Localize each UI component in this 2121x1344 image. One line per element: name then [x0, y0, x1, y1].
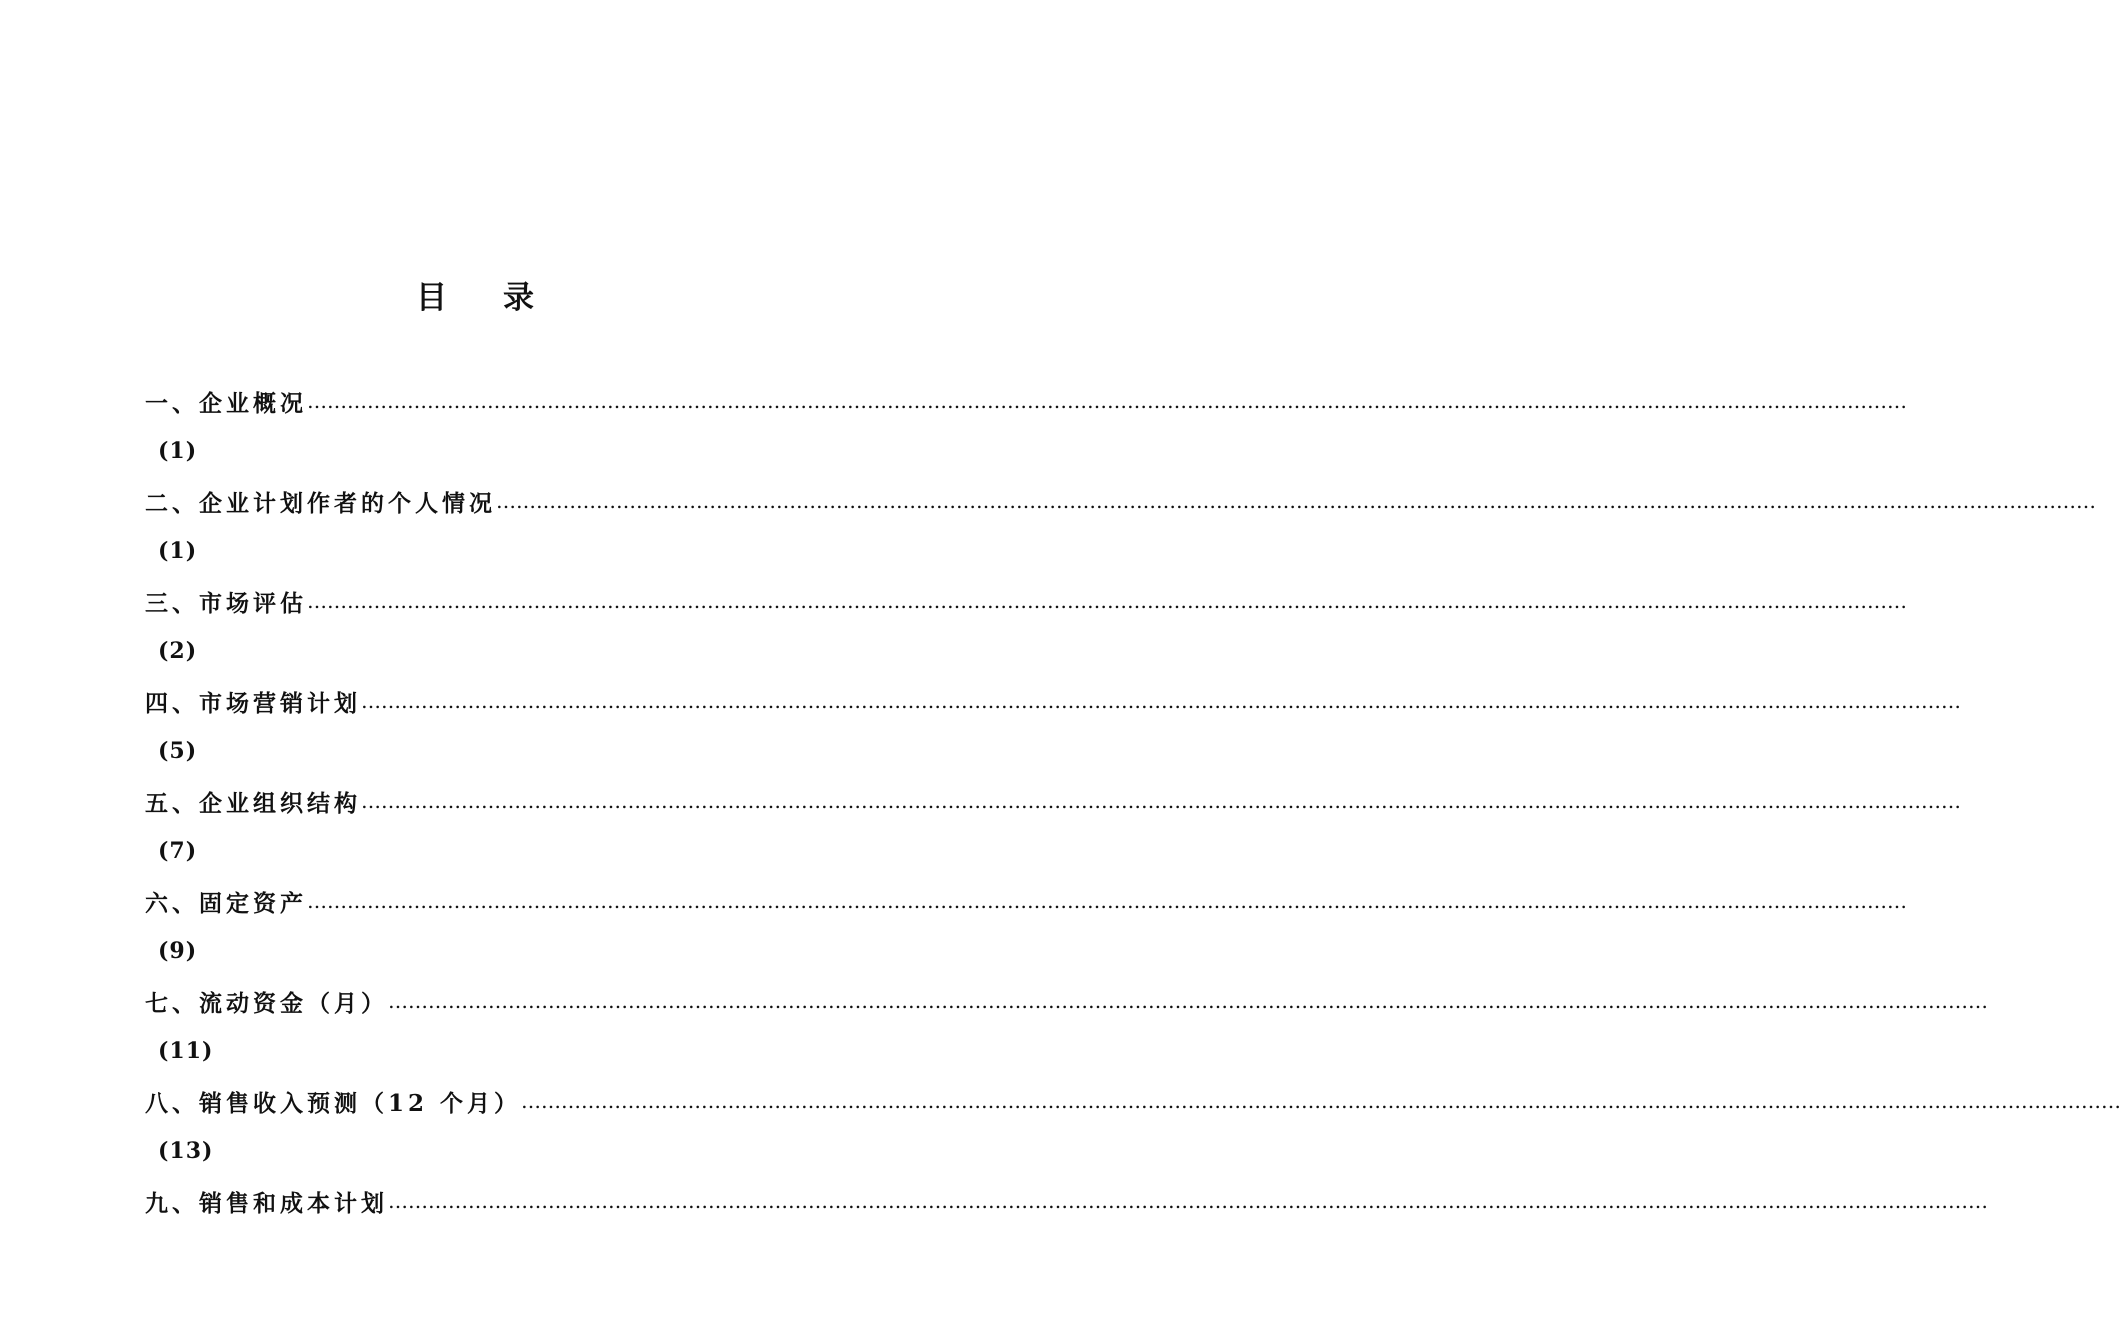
- toc-entry[interactable]: [145, 876, 1907, 976]
- toc-entry[interactable]: [145, 776, 1961, 876]
- toc-entry-label: 六、固定资产: [145, 889, 307, 917]
- toc-entry-page: (1): [158, 438, 198, 464]
- dot-leader: ……………………………………………………………………………………………………………………………………………………………………………………………………………………: [496, 489, 2096, 513]
- toc-entry-label: 一、企业概况: [145, 389, 307, 417]
- toc-entry-page: (7): [158, 838, 198, 864]
- toc-entry-label: 三、市场评估: [145, 589, 307, 617]
- dot-leader: ……………………………………………………………………………………………………………………………………………………………………………………………………………………: [388, 1189, 1988, 1213]
- dot-leader: ……………………………………………………………………………………………………………………………………………………………………………………………………………………: [361, 789, 1961, 813]
- toc-entry-page: (2): [158, 638, 198, 664]
- table-of-contents: [145, 376, 2121, 1276]
- dot-leader: ……………………………………………………………………………………………………………………………………………………………………………………………………………………: [388, 989, 1988, 1013]
- toc-entry-page: (11): [158, 1038, 214, 1064]
- toc-entry[interactable]: [145, 1076, 2121, 1176]
- toc-entry-page: (5): [158, 738, 198, 764]
- toc-entry-page: (9): [158, 938, 198, 964]
- toc-entry-page: [145, 1226, 805, 1276]
- dot-leader: ……………………………………………………………………………………………………………………………………………………………………………………………………………………: [361, 689, 1961, 713]
- dot-leader: ……………………………………………………………………………………………………………………………………………………………………………………………………………………: [521, 1089, 2121, 1113]
- toc-entry-label: 九、销售和成本计划: [145, 1189, 388, 1217]
- toc-entry-page: (1): [158, 538, 198, 564]
- dot-leader: ……………………………………………………………………………………………………………………………………………………………………………………………………………………: [307, 889, 1907, 913]
- dot-leader: ……………………………………………………………………………………………………………………………………………………………………………………………………………………: [307, 389, 1907, 413]
- toc-entry[interactable]: [145, 976, 1988, 1076]
- toc-entry-page: (13): [158, 1138, 214, 1164]
- dot-leader: ……………………………………………………………………………………………………………………………………………………………………………………………………………………: [307, 589, 1907, 613]
- toc-entry[interactable]: [145, 1176, 1988, 1276]
- toc-entry[interactable]: [145, 676, 1961, 776]
- toc-entry-label: 四、市场营销计划: [145, 689, 361, 717]
- toc-entry[interactable]: [145, 476, 2096, 576]
- toc-entry-label: 七、流动资金（月）: [145, 989, 388, 1017]
- toc-entry[interactable]: [145, 376, 1907, 476]
- toc-entry-label: 八、销售收入预测（12 个月）: [145, 1089, 522, 1117]
- toc-title-char-1: 目: [416, 280, 447, 316]
- toc-entry-label: 二、企业计划作者的个人情况: [145, 489, 496, 517]
- toc-entry[interactable]: [145, 576, 1907, 676]
- toc-title-char-2: 录: [503, 280, 534, 316]
- toc-title: [0, 276, 950, 320]
- toc-entry-label: 五、企业组织结构: [145, 789, 361, 817]
